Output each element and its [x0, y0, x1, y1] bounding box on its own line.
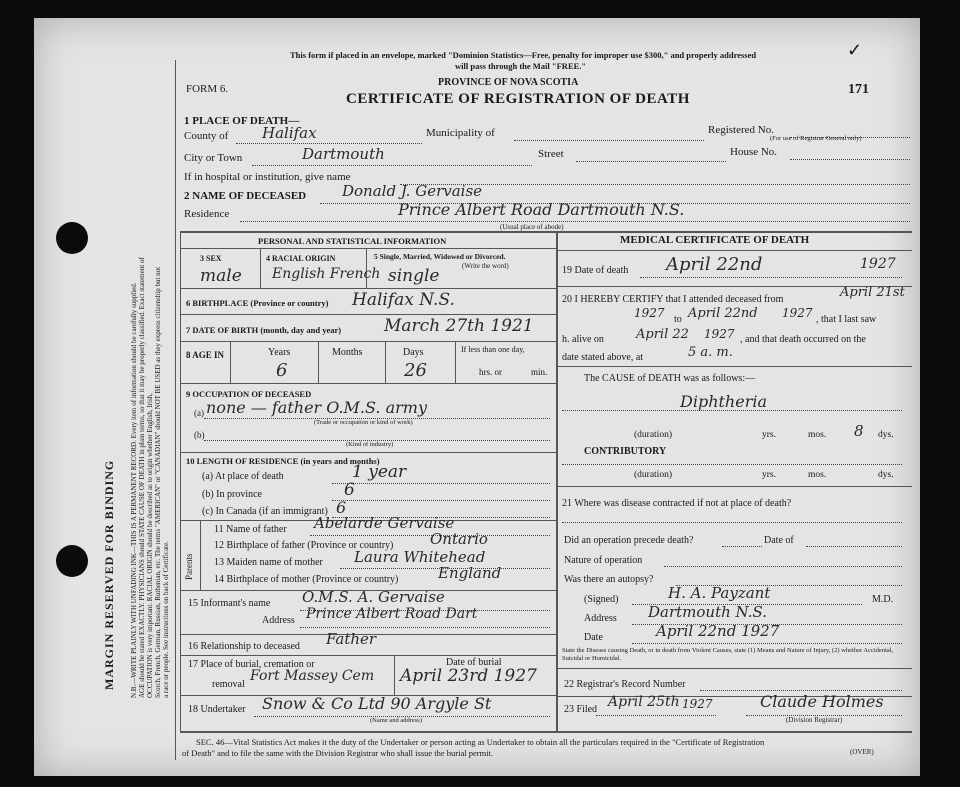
row-rule — [556, 668, 912, 669]
place-of-death-heading: 1 PLACE OF DEATH— — [184, 115, 300, 127]
checkmark-icon: ✓ — [847, 40, 863, 60]
mother-birth-value: England — [438, 564, 502, 582]
house-line — [790, 159, 910, 160]
row-rule — [180, 341, 556, 342]
duration-days-value: 8 — [854, 422, 864, 440]
alive-year-value: 1927 — [704, 327, 735, 341]
in-province-line — [332, 500, 550, 501]
street-line — [576, 161, 726, 162]
undertaker-value: Snow & Co Ltd 90 Argyle St — [262, 694, 492, 713]
row-rule — [180, 452, 556, 453]
registrar-record-label: 22 Registrar's Record Number — [564, 679, 686, 690]
racial-value: English French — [272, 266, 381, 282]
hospital-label: If in hospital or institution, give name — [184, 171, 351, 183]
over-label: (OVER) — [850, 748, 874, 756]
burial-date-label: Date of burial — [446, 657, 502, 668]
col-rule — [318, 341, 319, 383]
occupation-value: none — father O.M.S. army — [206, 398, 427, 417]
violent-cause-note: State the Disease causing Death, or in death from Violent Causes, state (1) Means and Nature of Injury, (2) whether Accidental, Suicidal or Homicidal. — [562, 647, 894, 662]
postage-notice: This form if placed in an envelope, marked "Dominion Statistics—Free, penalty for improper use $300," and properly addressed — [290, 50, 757, 60]
in-canada-value: 6 — [336, 498, 347, 517]
residence-label: Residence — [184, 208, 230, 220]
division-registrar-signature: Claude Holmes — [760, 692, 884, 711]
marital-label: 5 Single, Married, Widowed or Divorced. — [374, 252, 506, 261]
days-label: Days — [403, 347, 424, 358]
birthplace-label: 6 BIRTHPLACE (Province or country) — [186, 298, 329, 308]
medical-heading: MEDICAL CERTIFICATE OF DEATH — [620, 234, 810, 246]
years-value: 6 — [276, 360, 288, 381]
date-of-death-label: 19 Date of death — [562, 265, 629, 276]
undertaker-label: 18 Undertaker — [188, 704, 246, 715]
informant-address-label: Address — [262, 615, 295, 626]
physician-address-value: Dartmouth N.S. — [648, 603, 767, 621]
residence-length-label: 10 LENGTH OF RESIDENCE (in years and months) — [186, 456, 380, 466]
residence-line — [240, 221, 910, 222]
signed-label: (Signed) — [584, 594, 619, 605]
certificate-title: CERTIFICATE OF REGISTRATION OF DEATH — [346, 91, 690, 107]
contributory-label: CONTRIBUTORY — [584, 446, 667, 457]
undertaker-note: (Name and address) — [370, 717, 422, 724]
removal-label: removal — [212, 679, 245, 690]
father-name-label: 11 Name of father — [214, 524, 287, 535]
operation-line — [722, 546, 762, 547]
table-bottom-rule — [180, 731, 912, 733]
parents-label: Parents — [184, 553, 194, 580]
filed-year-value: 1927 — [682, 697, 713, 711]
personal-heading: PERSONAL AND STATISTICAL INFORMATION — [258, 236, 447, 246]
last-saw-label: , that I last saw — [816, 314, 877, 325]
date-of-death-value: April 22nd — [666, 254, 763, 275]
col-rule — [385, 341, 386, 383]
col-rule — [394, 655, 395, 695]
row-rule — [556, 486, 912, 487]
birthplace-value: Halifax N.S. — [352, 290, 455, 310]
cause-line — [562, 410, 902, 411]
sex-label: 3 SEX — [200, 254, 222, 263]
informant-address-value: Prince Albert Road Dart — [306, 606, 478, 622]
row-rule — [180, 314, 556, 315]
contracted-label: 21 Where was disease contracted if not at place of death? — [562, 498, 792, 509]
burial-place-value: Fort Massey Cem — [250, 668, 375, 684]
occurred-label: , and that death occurred on the — [740, 334, 866, 345]
city-line — [252, 165, 532, 166]
years-label: Years — [268, 347, 291, 358]
dob-value: March 27th 1921 — [384, 316, 534, 336]
postage-notice: will pass through the Mail "FREE." — [455, 61, 587, 71]
col-rule — [455, 341, 456, 383]
marital-note: (Write the word) — [462, 262, 509, 270]
division-registrar-note: (Division Registrar) — [786, 716, 843, 724]
row-rule — [180, 383, 556, 384]
racial-label: 4 RACIAL ORIGIN — [266, 254, 336, 263]
at-place-line — [332, 483, 550, 484]
county-line — [236, 143, 422, 144]
months-label: Months — [332, 347, 363, 358]
informant-value: O.M.S. A. Gervaise — [302, 588, 445, 606]
date-of-death-year: 1927 — [860, 256, 896, 272]
row-rule — [556, 366, 912, 367]
physician-date-line — [632, 643, 902, 644]
time-value: 5 a. m. — [688, 345, 733, 360]
father-birth-label: 12 Birthplace of father (Province or country) — [214, 540, 394, 551]
marital-value: single — [388, 266, 440, 286]
margin-instruction: OCCUPATION is very important. RACIAL ORIGIN should be described as to origin whether English, Irish, — [146, 393, 154, 698]
physician-date-value: April 22nd 1927 — [656, 622, 780, 640]
attended-from-value: April 21st — [840, 285, 905, 300]
burial-label: 17 Place of burial, cremation or — [188, 659, 315, 670]
filed-date-value: April 25th — [608, 694, 680, 710]
col-rule — [230, 341, 231, 383]
age-label: 8 AGE IN — [186, 350, 225, 360]
margin-instruction: Scotch, French, German, Russian, Ruthenian, etc. The terms "AMERICAN" or "CANADIAN" should NOT BE USED as they express citizenship but not — [154, 266, 162, 698]
days-value: 26 — [404, 360, 427, 381]
date-of-label: Date of — [764, 535, 794, 546]
margin-instruction: N.B.—WRITE PLAINLY WITH UNFADING INK—THIS IS A PERMANENT RECORD. Every item of information should be carefully supplied. — [130, 282, 138, 698]
from-year-value: 1927 — [634, 306, 665, 320]
county-value: Halifax — [262, 124, 317, 142]
cause-label: The CAUSE of DEATH was as follows:— — [584, 373, 756, 384]
in-province-value: 6 — [344, 480, 355, 500]
name-label: 2 NAME OF DECEASED — [184, 190, 307, 202]
at-place-label: (a) At place of death — [202, 471, 284, 482]
record-number: 171 — [848, 82, 869, 97]
province-label: PROVINCE OF NOVA SCOTIA — [438, 77, 579, 88]
filed-line — [596, 715, 716, 716]
registrar-use-note: (For use of Registrar General only) — [770, 135, 862, 142]
margin-instruction: a race or people. See instructions on back of Certificate. — [162, 541, 170, 698]
mother-name-label: 13 Maiden name of mother — [214, 557, 323, 568]
industry-note: (Kind of industry) — [346, 441, 394, 448]
occupation-label: 9 OCCUPATION OF DECEASED — [186, 389, 312, 399]
operation-label: Did an operation precede death? — [564, 535, 694, 546]
residence-value: Prince Albert Road Dartmouth N.S. — [398, 200, 685, 219]
autopsy-label: Was there an autopsy? — [564, 574, 654, 585]
yrs-label: yrs. — [762, 430, 776, 440]
row-rule — [180, 248, 556, 249]
certify-label: 20 I HEREBY CERTIFY that I attended deceased from — [562, 294, 784, 305]
md-label: M.D. — [872, 594, 894, 605]
col-rule — [260, 248, 261, 288]
in-province-label: (b) In province — [202, 489, 262, 500]
municipality-line — [514, 140, 704, 141]
relationship-value: Father — [326, 630, 377, 648]
mother-birth-label: 14 Birthplace of mother (Province or country) — [214, 574, 399, 585]
row-rule — [180, 288, 556, 289]
row-rule — [556, 250, 912, 251]
date-of-death-line — [640, 277, 902, 278]
father-birth-value: Ontario — [430, 530, 488, 548]
nature-line — [664, 566, 902, 567]
hrs-label: hrs. or — [479, 367, 502, 377]
row-rule — [180, 655, 556, 656]
trade-note: (Trade or occupation or kind of work) — [314, 419, 413, 426]
mos-label: mos. — [808, 430, 827, 440]
abode-note: (Usual place of abode) — [500, 223, 564, 231]
house-label: House No. — [730, 146, 778, 158]
less-day-label: If less than one day, — [461, 345, 525, 354]
duration-label: (duration) — [634, 470, 672, 480]
binding-margin-label: MARGIN RESERVED FOR BINDING — [102, 459, 116, 690]
nature-label: Nature of operation — [564, 555, 643, 566]
physician-address-label: Address — [584, 613, 617, 624]
in-canada-label: (c) In Canada (if an immigrant) — [202, 506, 328, 517]
occupation-b-label: (b) — [194, 430, 205, 440]
dys-label: dys. — [878, 470, 894, 480]
relationship-label: 16 Relationship to deceased — [188, 641, 300, 652]
contracted-line — [562, 522, 902, 523]
mother-name-value: Laura Whitehead — [354, 548, 486, 566]
mos-label: mos. — [808, 470, 827, 480]
deceased-name-value: Donald J. Gervaise — [342, 182, 483, 200]
to-label: to — [674, 314, 682, 325]
table-top-rule — [180, 231, 912, 233]
sex-value: male — [200, 266, 242, 286]
informant-address-line — [300, 627, 550, 628]
table-middle-rule — [556, 231, 558, 731]
min-label: min. — [531, 367, 548, 377]
date-of-line — [806, 546, 902, 547]
dob-label: 7 DATE OF BIRTH (month, day and year) — [186, 325, 342, 335]
yrs-label: yrs. — [762, 470, 776, 480]
table-left-rule — [180, 231, 181, 731]
filed-label: 23 Filed — [564, 704, 598, 715]
registered-label: Registered No. — [708, 124, 774, 136]
alive-label: h. alive on — [562, 334, 604, 345]
informant-label: 15 Informant's name — [188, 598, 271, 609]
form-number: FORM 6. — [186, 83, 229, 95]
duration-label: (duration) — [634, 430, 672, 440]
physician-signature: H. A. Payzant — [668, 584, 771, 602]
to-year-value: 1927 — [782, 306, 813, 320]
cause-value: Diphtheria — [680, 392, 767, 411]
city-label: City or Town — [184, 152, 243, 164]
binder-hole — [56, 222, 88, 254]
county-label: County of — [184, 130, 229, 142]
physician-date-label: Date — [584, 632, 603, 643]
at-place-value: 1 year — [352, 462, 407, 482]
contributory-line — [562, 464, 902, 465]
binder-hole — [56, 545, 88, 577]
date-above-label: date stated above, at — [562, 352, 644, 363]
burial-date-value: April 23rd 1927 — [400, 666, 537, 686]
attended-to-value: April 22nd — [688, 306, 758, 321]
margin-rule — [175, 60, 176, 760]
street-label: Street — [538, 148, 564, 160]
city-value: Dartmouth — [302, 145, 385, 163]
margin-instruction: AGE should be stated EXACTLY. PHYSICIANS should STATE CAUSE OF DEATH in plain terms, so that it may be properly classified. Exact statement of — [138, 257, 146, 698]
municipality-label: Municipality of — [426, 127, 495, 139]
registrar-record-line — [700, 690, 902, 691]
father-name-value: Abelarde Gervaise — [314, 514, 455, 532]
footer-statute: SEC. 46—Vital Statistics Act makes it the duty of the Undertaker or person acting as Undertaker to obtain all the particulars required in the "Certificate of Registration — [196, 737, 765, 747]
footer-statute: of Death" and to file the same with the Division Registrar who shall issue the burial permit. — [182, 748, 494, 758]
dys-label: dys. — [878, 430, 894, 440]
alive-on-value: April 22 — [636, 327, 689, 342]
occupation-a-label: (a) — [194, 408, 204, 418]
col-rule — [200, 520, 201, 590]
